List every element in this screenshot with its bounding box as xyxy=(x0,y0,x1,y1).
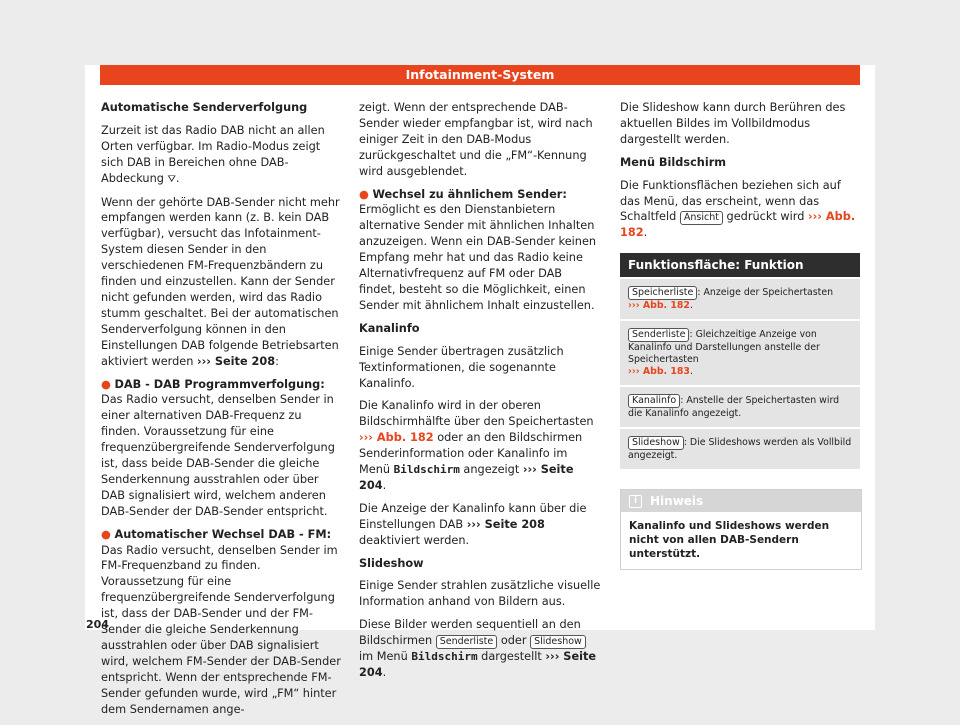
function-table xyxy=(620,253,860,469)
page-reference-link[interactable]: ››› Seite 208 xyxy=(466,517,545,531)
info-icon: i xyxy=(629,495,642,508)
paragraph: Einige Sender strahlen zusätzliche visuelle Information anhand von Bildern aus. xyxy=(359,579,601,609)
heading-menu-bildschirm: Menü Bildschirm xyxy=(620,155,727,169)
bullet-icon: ● xyxy=(359,187,369,201)
function-table-row: Kanalinfo : Anstelle der Speichertasten wird die Kanalinfo angezeigt. xyxy=(620,385,860,427)
page-reference-link[interactable]: ››› Seite 204 xyxy=(359,650,597,680)
page-reference-link[interactable]: ››› Seite 204 xyxy=(359,463,574,492)
hint-text: Kanalinfo und Slideshows werden nicht von allen DAB-Sendern unterstützt. xyxy=(629,520,830,561)
paragraph: Einige Sender übertragen zusätzlich Textinformationen, die sogenannte Kanalinfo. xyxy=(359,344,564,390)
slideshow-button-label: Slideshow xyxy=(628,436,684,450)
bullet-icon: ● xyxy=(101,527,111,541)
column-2 xyxy=(359,100,601,688)
heading-slideshow: Slideshow xyxy=(359,556,424,570)
heading-automatische-senderverfolgung: Automatische Senderverfolgung xyxy=(101,101,308,114)
paragraph: Die Funktionsflächen beziehen sich auf das Menü, das erscheint, wenn das Schaltfeld Ansicht gedrückt wird ››› Abb. 182. xyxy=(620,178,856,240)
senderliste-button-label: Senderliste xyxy=(436,635,497,649)
paragraph: Diese Bilder werden sequentiell an den Bildschirmen Senderliste oder Slideshow im Menü Bildschirm dargestellt ››› Seite 204. xyxy=(359,618,597,680)
figure-reference-link[interactable]: ››› Abb. 182 xyxy=(359,431,434,445)
no-dab-signal-icon: ⛛ xyxy=(167,173,176,185)
paragraph: Die Kanalinfo wird in der oberen Bildschirmhälfte über den Speichertasten ››› Abb. 182 oder an den Bildschirmen Senderinformation oder Kanalinfo im Menü Bildschirm angezeigt ››› Seite 204. xyxy=(359,399,594,492)
function-table-row: Slideshow : Die Slideshows werden als Vollbild angezeigt. xyxy=(620,427,860,469)
figure-reference-link[interactable]: ››› Abb. 183 xyxy=(628,366,690,378)
hint-header: i Hinweis xyxy=(621,490,861,512)
paragraph: Die Slideshow kann durch Berühren des aktuellen Bildes im Vollbildmodus dargestellt werden. xyxy=(620,101,846,146)
senderliste-button-label: Senderliste xyxy=(628,328,689,342)
page-number: 204 xyxy=(86,618,109,631)
function-table-row: Senderliste : Gleichzeitige Anzeige von Kanalinfo und Darstellungen anstelle der Speichertasten ››› Abb. 183. xyxy=(620,319,860,385)
bullet-item: ● Automatischer Wechsel DAB - FM: Das Radio versucht, denselben Sender im FM-Frequenzband zu finden. Voraussetzung für eine frequenzübergreifende Senderverfolgung ist, dass der DAB-Sender und der FM-Sender die gleiche Senderkennung ausstrahlen oder über DAB signalisiert wird, welchem FM-Sender der DAB-Sender entspricht. Wenn der entsprechende FM-Sender gefunden wurde, wird „FM“ hinter dem Sendernamen ange- xyxy=(101,527,341,716)
page-reference-link[interactable]: ››› Seite 208 xyxy=(196,354,276,368)
speicherliste-button-label: Speicherliste xyxy=(628,286,697,300)
function-table-header: Funktionsfläche: Funktion xyxy=(620,253,860,277)
menu-name: Bildschirm xyxy=(411,650,478,664)
paragraph: Wenn der gehörte DAB-Sender nicht mehr empfangen werden kann (z. B. kein DAB verfügbar), versucht das Infotainment-System diesen Sender in den verschiedenen FM-Frequenzbändern zu finden und einzustellen. Kann der Sender nicht gefunden werden, wird das Radio stumm geschaltet. Bei der automatischen Senderverfolgung können in den Einstellungen DAB folgende Betriebsarten aktiviert werden ››› Seite 208: xyxy=(101,195,340,368)
paragraph: zeigt. Wenn der entsprechende DAB-Sender wieder empfangbar ist, wird nach einiger Zeit in den DAB-Modus zurückgeschaltet und die „FM“-Kennung wird ausgeblendet. xyxy=(359,101,593,178)
kanalinfo-button-label: Kanalinfo xyxy=(628,394,680,408)
bullet-item: ● Wechsel zu ähnlichem Sender: Ermöglicht es den Dienstanbietern alternative Sender mit ähnlichen Inhalten anzuzeigen. Wenn ein DAB-Sender keinen Empfang mehr hat und das Radio keine Alternativfrequenz auf FM oder DAB findet, besteht so die Möglichkeit, einen Sender mit ähnlichem Inhalt einzustellen. xyxy=(359,187,597,312)
figure-reference-link[interactable]: ››› Abb. 182 xyxy=(628,300,690,312)
paragraph: Die Anzeige der Kanalinfo kann über die Einstellungen DAB ››› Seite 208 deaktiviert werden. xyxy=(359,501,587,547)
heading-kanalinfo: Kanalinfo xyxy=(359,321,420,335)
ansicht-button-label: Ansicht xyxy=(680,211,723,225)
section-header: Infotainment-System xyxy=(100,65,860,85)
column-1 xyxy=(101,100,341,725)
bullet-item: ● DAB - DAB Programmverfolgung: Das Radio versucht, denselben Sender in einer alternativen DAB-Frequenz zu finden. Voraussetzung für eine frequenzübergreifende Senderverfolgung ist, dass beide DAB-Sender die gleiche Senderkennung ausstrahlen oder über DAB signalisiert wird, welchem anderen DAB-Sender der DAB-Sender entspricht. xyxy=(101,377,335,518)
paragraph: Zurzeit ist das Radio DAB nicht an allen Orten verfügbar. Im Radio-Modus zeigt sich DAB in Bereichen ohne DAB-Abdeckung ⛛. xyxy=(101,123,341,188)
menu-name: Bildschirm xyxy=(393,463,460,477)
function-table-row: Speicherliste : Anzeige der Speichertasten ››› Abb. 182. xyxy=(620,277,860,319)
bullet-icon: ● xyxy=(101,377,111,391)
hint-box xyxy=(620,489,862,570)
column-3 xyxy=(620,100,862,570)
slideshow-button-label: Slideshow xyxy=(530,635,586,649)
figure-reference-link[interactable]: ››› Abb. 182 xyxy=(620,210,856,240)
